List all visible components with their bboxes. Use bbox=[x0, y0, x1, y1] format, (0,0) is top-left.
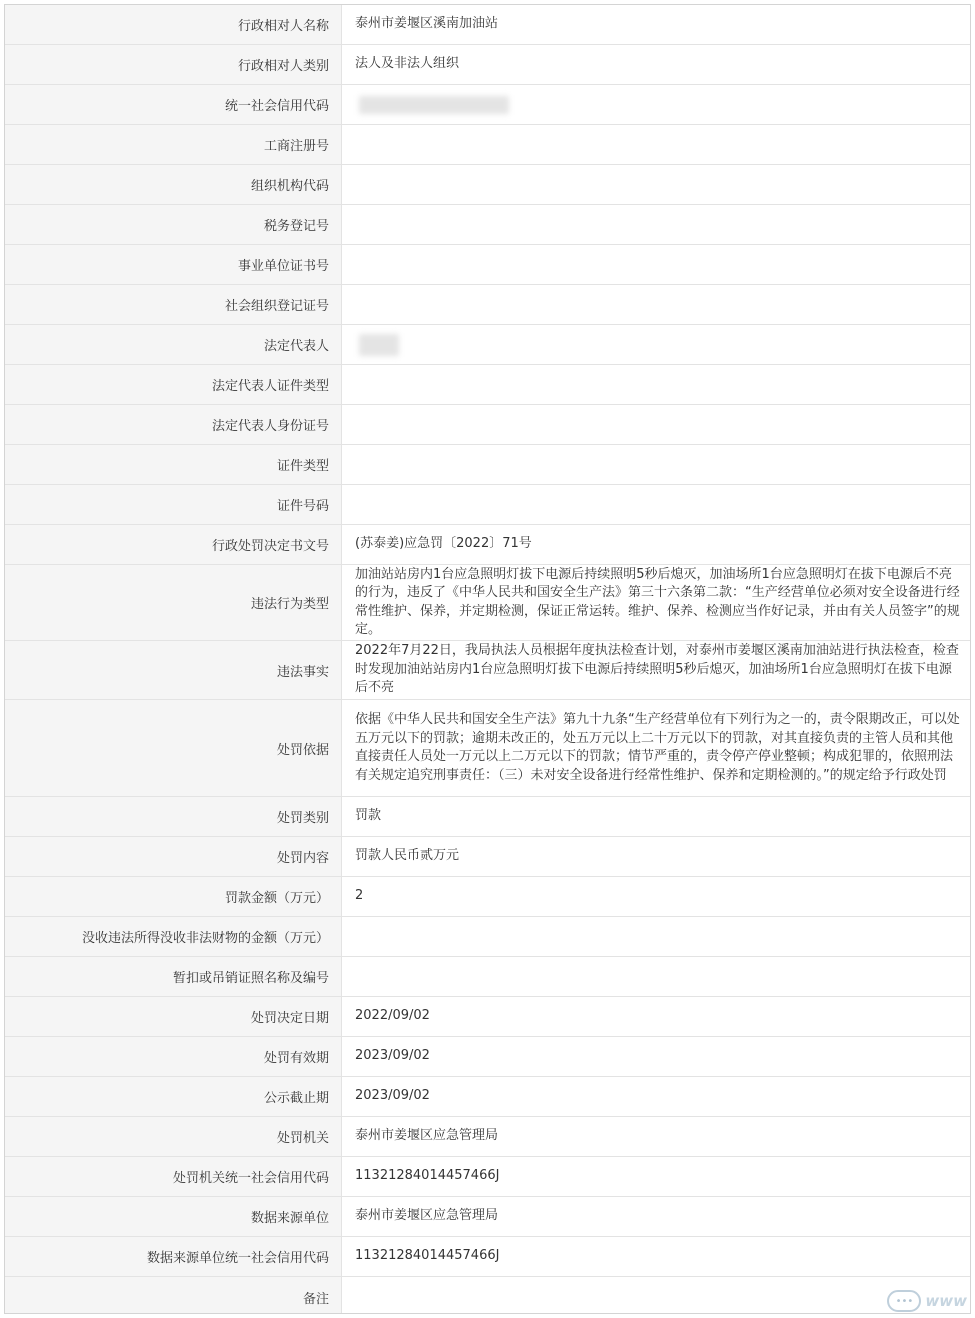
cert-no-label: 证件号码 bbox=[5, 485, 342, 524]
validity-date-value bbox=[342, 1037, 970, 1076]
respondent-category-value bbox=[342, 45, 970, 84]
decision-date-value-text: 2022/09/02 bbox=[355, 1008, 430, 1024]
row-org-code bbox=[5, 165, 970, 205]
data-source-unit-value bbox=[342, 1197, 970, 1236]
legal-rep-id-type-label: 法定代表人证件类型 bbox=[5, 365, 342, 404]
penalty-authority-label: 处罚机关 bbox=[5, 1117, 342, 1156]
publicity-deadline-label: 公示截止期 bbox=[5, 1077, 342, 1116]
row-cert-type bbox=[5, 445, 970, 485]
penalty-content-value bbox=[342, 837, 970, 876]
row-confiscation-amount bbox=[5, 917, 970, 957]
credit-code-value bbox=[342, 85, 970, 124]
row-legal-rep-id-no bbox=[5, 405, 970, 445]
row-data-source-unit bbox=[5, 1197, 970, 1237]
row-license-suspension bbox=[5, 957, 970, 997]
row-validity-date bbox=[5, 1037, 970, 1077]
decision-date-value bbox=[342, 997, 970, 1036]
watermark-text: www bbox=[925, 1292, 967, 1310]
row-institution-cert-no bbox=[5, 245, 970, 285]
cert-type-label: 证件类型 bbox=[5, 445, 342, 484]
penalty-basis-label: 处罚依据 bbox=[5, 700, 342, 796]
data-source-credit-code-value bbox=[342, 1237, 970, 1276]
penalty-content-label: 处罚内容 bbox=[5, 837, 342, 876]
respondent-name-value bbox=[342, 5, 970, 44]
violation-type-value-text: 加油站站房内1台应急照明灯拔下电源后持续照明5秒后熄灭，加油场所1台应急照明灯在拔下电源后不亮的行为，违反了《中华人民共和国安全生产法》第三十六条第二款：“生产经营单位必须对安全设备进行经常性维护、保养，并定期检测，保证正常运转。维护、保养、检测应当作好记录，并由有关人员签字”的规定。 bbox=[355, 566, 960, 637]
confiscation-amount-label: 没收违法所得没收非法财物的金额（万元） bbox=[5, 917, 342, 956]
violation-type-label: 违法行为类型 bbox=[5, 565, 342, 640]
violation-facts-value bbox=[342, 641, 970, 699]
decision-doc-no-label: 行政处罚决定书文号 bbox=[5, 525, 342, 564]
respondent-category-value-text: 法人及非法人组织 bbox=[355, 56, 460, 72]
row-credit-code bbox=[5, 85, 970, 125]
respondent-name-value-text: 泰州市姜堰区溪南加油站 bbox=[355, 16, 499, 32]
redacted-mask bbox=[359, 334, 399, 356]
validity-date-value-text: 2023/09/02 bbox=[355, 1048, 430, 1064]
business-reg-no-value bbox=[342, 125, 970, 164]
watermark-logo-icon: ••• bbox=[887, 1290, 921, 1312]
penalty-authority-value-text: 泰州市姜堰区应急管理局 bbox=[355, 1128, 499, 1144]
cert-type-value bbox=[342, 445, 970, 484]
data-source-credit-code-label: 数据来源单位统一社会信用代码 bbox=[5, 1237, 342, 1276]
institution-cert-no-label: 事业单位证书号 bbox=[5, 245, 342, 284]
row-social-org-reg-no bbox=[5, 285, 970, 325]
credit-code-label: 统一社会信用代码 bbox=[5, 85, 342, 124]
tax-reg-no-label: 税务登记号 bbox=[5, 205, 342, 244]
remarks-label: 备注 bbox=[5, 1277, 342, 1314]
decision-doc-no-value bbox=[342, 525, 970, 564]
org-code-value bbox=[342, 165, 970, 204]
row-respondent-name bbox=[5, 5, 970, 45]
row-data-source-credit-code bbox=[5, 1237, 970, 1277]
row-remarks bbox=[5, 1277, 970, 1314]
fine-amount-value bbox=[342, 877, 970, 916]
row-fine-amount bbox=[5, 877, 970, 917]
row-business-reg-no bbox=[5, 125, 970, 165]
license-suspension-value bbox=[342, 957, 970, 996]
org-code-label: 组织机构代码 bbox=[5, 165, 342, 204]
business-reg-no-label: 工商注册号 bbox=[5, 125, 342, 164]
tax-reg-no-value bbox=[342, 205, 970, 244]
social-org-reg-no-label: 社会组织登记证号 bbox=[5, 285, 342, 324]
license-suspension-label: 暂扣或吊销证照名称及编号 bbox=[5, 957, 342, 996]
respondent-category-label: 行政相对人类别 bbox=[5, 45, 342, 84]
row-penalty-authority bbox=[5, 1117, 970, 1157]
violation-type-value bbox=[342, 565, 970, 640]
legal-rep-id-no-label: 法定代表人身份证号 bbox=[5, 405, 342, 444]
penalty-category-value-text: 罚款 bbox=[355, 808, 382, 824]
row-penalty-content bbox=[5, 837, 970, 877]
legal-representative-label: 法定代表人 bbox=[5, 325, 342, 364]
penalty-info-table bbox=[4, 4, 971, 1314]
authority-credit-code-label: 处罚机关统一社会信用代码 bbox=[5, 1157, 342, 1196]
social-org-reg-no-value bbox=[342, 285, 970, 324]
row-penalty-basis bbox=[5, 700, 970, 797]
row-respondent-category bbox=[5, 45, 970, 85]
penalty-authority-value bbox=[342, 1117, 970, 1156]
row-penalty-category bbox=[5, 797, 970, 837]
row-violation-facts bbox=[5, 641, 970, 700]
institution-cert-no-value bbox=[342, 245, 970, 284]
legal-rep-id-no-value bbox=[342, 405, 970, 444]
penalty-basis-value-text: 依据《中华人民共和国安全生产法》第九十九条“生产经营单位有下列行为之一的，责令限期改正，可以处五万元以下的罚款；逾期未改正的，处五万元以上二十万元以下的罚款，对其直接负责的主管人员和其他直接责任人员处一万元以上二万元以下的罚款；情节严重的，责令停产停业整顿；构成犯罪的，依照刑法有关规定追究刑事责任：（三）未对安全设备进行经常性维护、保养和定期检测的。”的规定给予行政处罚 bbox=[355, 712, 960, 783]
data-source-unit-value-text: 泰州市姜堰区应急管理局 bbox=[355, 1208, 499, 1224]
confiscation-amount-value bbox=[342, 917, 970, 956]
penalty-content-value-text: 罚款人民币贰万元 bbox=[355, 848, 460, 864]
row-authority-credit-code bbox=[5, 1157, 970, 1197]
authority-credit-code-value-text: 11321284014457466J bbox=[355, 1168, 500, 1184]
redacted-mask bbox=[359, 96, 509, 114]
decision-doc-no-value-text: (苏泰姜)应急罚〔2022〕71号 bbox=[355, 536, 532, 552]
respondent-name-label: 行政相对人名称 bbox=[5, 5, 342, 44]
penalty-category-value bbox=[342, 797, 970, 836]
watermark bbox=[887, 1290, 967, 1312]
data-source-unit-label: 数据来源单位 bbox=[5, 1197, 342, 1236]
row-publicity-deadline bbox=[5, 1077, 970, 1117]
violation-facts-value-text: 2022年7月22日，我局执法人员根据年度执法检查计划，对泰州市姜堰区溪南加油站进行执法检查，检查时发现加油站站房内1台应急照明灯拔下电源后持续照明5秒后熄灭，加油场所1台应急照明灯在拔下电源后不亮 bbox=[355, 643, 959, 696]
violation-facts-label: 违法事实 bbox=[5, 641, 342, 699]
row-legal-rep-id-type bbox=[5, 365, 970, 405]
penalty-basis-value bbox=[342, 700, 970, 796]
row-decision-doc-no bbox=[5, 525, 970, 565]
publicity-deadline-value bbox=[342, 1077, 970, 1116]
validity-date-label: 处罚有效期 bbox=[5, 1037, 342, 1076]
publicity-deadline-value-text: 2023/09/02 bbox=[355, 1088, 430, 1104]
row-decision-date bbox=[5, 997, 970, 1037]
penalty-category-label: 处罚类别 bbox=[5, 797, 342, 836]
row-cert-no bbox=[5, 485, 970, 525]
decision-date-label: 处罚决定日期 bbox=[5, 997, 342, 1036]
legal-representative-value bbox=[342, 325, 970, 364]
row-tax-reg-no bbox=[5, 205, 970, 245]
authority-credit-code-value bbox=[342, 1157, 970, 1196]
fine-amount-value-text: 2 bbox=[355, 888, 364, 904]
legal-rep-id-type-value bbox=[342, 365, 970, 404]
data-source-credit-code-value-text: 11321284014457466J bbox=[355, 1248, 500, 1264]
remarks-value bbox=[342, 1277, 970, 1314]
row-violation-type bbox=[5, 565, 970, 641]
row-legal-representative bbox=[5, 325, 970, 365]
cert-no-value bbox=[342, 485, 970, 524]
fine-amount-label: 罚款金额（万元） bbox=[5, 877, 342, 916]
